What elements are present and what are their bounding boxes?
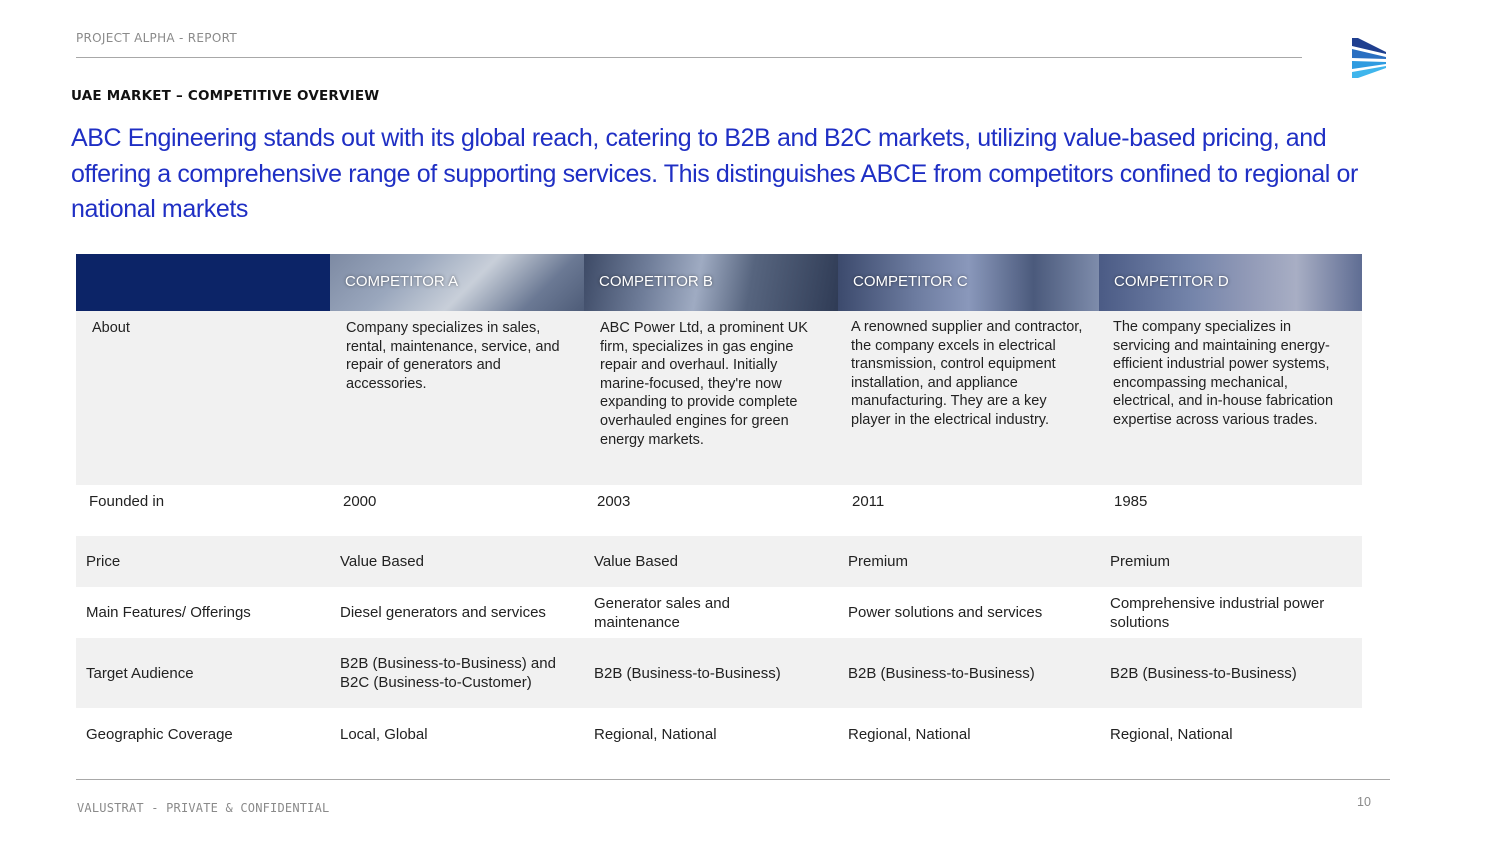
table-cell: Power solutions and services [848, 604, 1043, 621]
row-label: Target Audience [86, 665, 194, 682]
row-label: Price [86, 553, 121, 570]
table-row-audience [76, 638, 1362, 708]
report-label: PROJECT ALPHA - REPORT [76, 31, 237, 45]
column-header-competitor-b [584, 254, 838, 311]
table-row-coverage [76, 708, 1362, 759]
table-cell: Regional, National [848, 726, 971, 743]
chevron-stripes-logo-icon [1352, 38, 1386, 78]
table-cell: 2000 [343, 493, 377, 510]
column-label: COMPETITOR D [1114, 273, 1229, 290]
table-row-price [76, 536, 1362, 587]
page-number: 10 [1357, 795, 1371, 809]
footer-divider [76, 779, 1390, 780]
row-label: Founded in [89, 493, 165, 510]
table-row-founded [76, 485, 1362, 536]
table-cell: Local, Global [340, 726, 428, 743]
table-cell: Regional, National [594, 726, 717, 743]
table-cell: 1985 [1114, 493, 1148, 510]
column-header-competitor-d [1099, 254, 1362, 311]
table-cell: Value Based [594, 553, 678, 570]
table-cell: 2003 [597, 493, 631, 510]
table-row-features [76, 587, 1362, 638]
column-header-competitor-a [330, 254, 584, 311]
table-cell: B2B (Business-to-Business) [848, 665, 1035, 682]
row-label: About [92, 320, 130, 336]
column-label: COMPETITOR B [599, 273, 713, 290]
table-row-about [76, 311, 1362, 485]
row-label: Geographic Coverage [86, 726, 233, 743]
header-corner-cell [76, 254, 330, 311]
section-title: UAE MARKET – COMPETITIVE OVERVIEW [71, 88, 380, 104]
table-cell: Company specializes in sales, rental, maintenance, service, and repair of generators and accessories. [346, 320, 560, 392]
table-cell: B2B (Business-to-Business) [1110, 665, 1297, 682]
table-cell: Premium [1110, 553, 1171, 570]
table-cell: 2011 [852, 493, 885, 510]
headline: ABC Engineering stands out with its global reach, catering to B2B and B2C markets, utilizing value-based pricing, and offering a comprehensive range of supporting services. This distinguishes ABCE from competitors confined to regional or national markets [71, 124, 1358, 223]
table-cell: Regional, National [1110, 726, 1233, 743]
table-cell: Premium [848, 553, 909, 570]
table-cell: Generator sales and maintenance [594, 595, 730, 631]
column-header-competitor-c [838, 254, 1099, 311]
table-cell: B2B (Business-to-Business) and B2C (Business-to-Customer) [340, 655, 556, 691]
table-cell: B2B (Business-to-Business) [594, 665, 781, 682]
column-label: COMPETITOR A [345, 273, 459, 290]
table-cell: Value Based [340, 553, 424, 570]
header-divider [76, 57, 1302, 58]
table-cell: ABC Power Ltd, a prominent UK firm, specializes in gas engine repair and overhaul. Initially marine-focused, they're now expanding to provide complete overhauled engines for green energy markets. [600, 320, 808, 448]
table-cell: The company specializes in servicing and maintaining energy-efficient industrial power systems, encompassing mechanical, electrical, and in-house fabrication expertise across various trades. [1113, 319, 1334, 428]
table-header-row [76, 254, 1362, 311]
table-cell: Comprehensive industrial power solutions [1110, 595, 1325, 631]
table-cell: Diesel generators and services [340, 604, 546, 621]
competitor-table [76, 254, 1362, 743]
confidential-label: VALUSTRAT - PRIVATE & CONFIDENTIAL [77, 801, 330, 815]
table-cell: A renowned supplier and contractor, the company excels in electrical transmission, control equipment installation, and appliance manufacturing. They are a key player in the electrical industry. [851, 319, 1083, 428]
column-label: COMPETITOR C [853, 273, 968, 290]
row-label: Main Features/ Offerings [86, 604, 251, 621]
